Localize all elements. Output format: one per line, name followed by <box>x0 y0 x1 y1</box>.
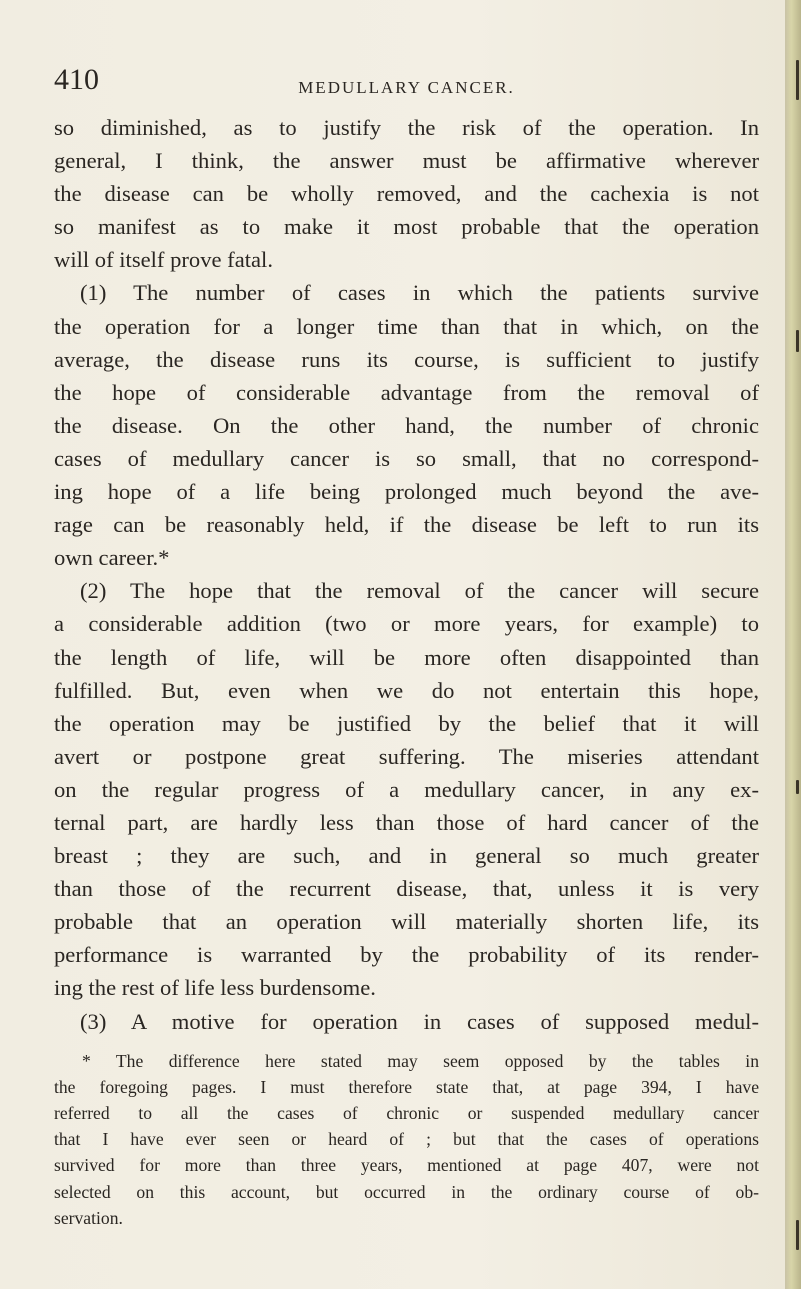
main-text <box>54 111 759 1231</box>
footnote-line: servation. <box>54 1207 123 1228</box>
text-line: performance is warranted by the probability of its render- <box>54 942 759 968</box>
text-line: ing hope of a life being prolonged much beyond the ave- <box>54 479 759 505</box>
running-head: MEDULLARY CANCER. <box>298 78 515 97</box>
edge-mark <box>796 780 799 794</box>
footnote-line: survived for more than three years, mentioned at page 407, were not <box>54 1155 759 1176</box>
footnote-line: selected on this account, but occurred in the ordinary course of ob- <box>54 1181 759 1202</box>
text-line: the disease. On the other hand, the number of chronic <box>54 412 759 438</box>
text-line: (1) The number of cases in which the patients survive <box>80 280 759 306</box>
text-line: so diminished, as to justify the risk of the operation. In <box>54 115 759 140</box>
footnote <box>54 1048 759 1231</box>
footnote-line: that I have ever seen or heard of ; but that the cases of operations <box>54 1129 759 1150</box>
text-line: own career.* <box>54 545 170 571</box>
edge-mark <box>796 330 799 352</box>
page-header <box>54 62 759 102</box>
text-line: breast ; they are such, and in general so much greater <box>54 843 759 869</box>
text-line: a considerable addition (two or more years, for example) to <box>54 611 759 637</box>
text-line: rage can be reasonably held, if the disease be left to run its <box>54 512 759 538</box>
text-line: than those of the recurrent disease, that, unless it is very <box>54 876 759 902</box>
text-line: average, the disease runs its course, is sufficient to justify <box>54 346 759 372</box>
text-line: (2) The hope that the removal of the cancer will secure <box>80 578 759 604</box>
text-line: the operation for a longer time than that in which, on the <box>54 313 759 339</box>
text-line: the hope of considerable advantage from the removal of <box>54 379 759 405</box>
text-line: ing the rest of life less burdensome. <box>54 975 376 1001</box>
text-line: probable that an operation will materially shorten life, its <box>54 909 759 935</box>
text-line: the disease can be wholly removed, and the cachexia is not <box>54 181 759 207</box>
edge-mark <box>796 1220 799 1250</box>
edge-mark <box>796 60 799 100</box>
text-line: cases of medullary cancer is so small, that no correspond- <box>54 445 759 471</box>
footnote-line: the foregoing pages. I must therefore state that, at page 394, I have <box>54 1076 759 1097</box>
footnote-line: referred to all the cases of chronic or suspended medullary cancer <box>54 1103 759 1123</box>
text-line: ternal part, are hardly less than those of hard cancer of the <box>54 809 759 835</box>
text-line: general, I think, the answer must be affirmative wherever <box>54 148 759 174</box>
text-line: the length of life, will be more often disappointed than <box>54 644 759 670</box>
text-line: fulfilled. But, even when we do not entertain this hope, <box>54 677 759 703</box>
page-edge <box>785 0 801 1289</box>
text-line: the operation may be justified by the belief that it will <box>54 710 759 736</box>
text-line: (3) A motive for operation in cases of supposed medul- <box>80 1008 759 1034</box>
page-number: 410 <box>54 63 99 96</box>
text-line: avert or postpone great suffering. The miseries attendant <box>54 743 759 769</box>
text-line: on the regular progress of a medullary cancer, in any ex- <box>54 776 759 802</box>
footnote-line: * The difference here stated may seem opposed by the tables in <box>82 1050 759 1071</box>
text-line: will of itself prove fatal. <box>54 247 273 273</box>
text-line: so manifest as to make it most probable that the operation <box>54 214 759 240</box>
